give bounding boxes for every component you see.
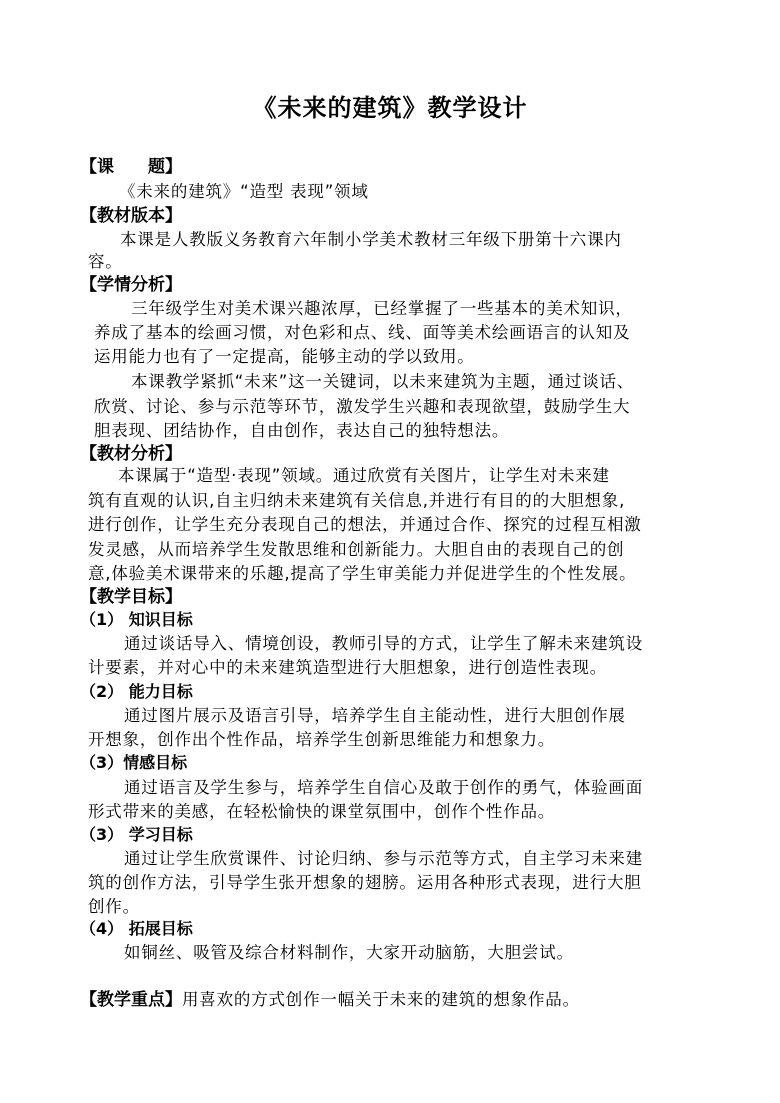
objective-ability-line-2: 开想象，创作出个性作品，培养学生创新思维能力和想象力。 [88,730,556,749]
edition-line-1: 本课是人教版义务教育六年制小学美术教材三年级下册第十六课内 [120,230,622,249]
objective-extension-label: （4） 拓展目标 [80,919,193,938]
material-analysis-line-1: 本课属于“造型·表现”领域。通过欣赏有关图片，让学生对未来建 [118,466,610,485]
key-point-text: 用喜欢的方式创作一幅关于未来的建筑的想象作品。 [182,990,580,1009]
topic-heading: 【课 题】 [80,157,182,177]
objective-extension-line-1: 如铜丝、吸管及综合材料制作，大家开动脑筋，大胆尝试。 [124,943,574,962]
material-analysis-line-3: 进行创作，让学生充分表现自己的想法，并通过合作、探究的过程互相激 [88,515,642,534]
material-analysis-heading: 【教材分析】 [80,444,182,464]
objective-emotion-line-1: 通过语言及学生参与，培养学生自信心及敢于创作的勇气，体验画面 [124,778,643,797]
objective-ability-line-1: 通过图片展示及语言引导，培养学生自主能动性，进行大胆创作展 [124,706,626,725]
objective-learning-line-1: 通过让学生欣赏课件、讨论归纳、参与示范等方式，自主学习未来建 [124,849,643,868]
learner-analysis-line-4: 本课教学紧抓“未来”这一关键词，以未来建筑为主题，通过谈话、 [131,372,635,391]
page-title: 《未来的建筑》教学设计 [252,94,528,122]
edition-heading: 【教材版本】 [80,206,182,226]
objective-learning-line-3: 创作。 [88,897,140,916]
objective-learning-line-2: 筑的创作方法，引导学生张开想象的翅膀。运用各种形式表现，进行大胆 [88,873,642,892]
learner-analysis-line-1: 三年级学生对美术课兴趣浓厚，已经掌握了一些基本的美术知识， [131,299,633,318]
objective-emotion-line-2: 形式带来的美感，在轻松愉快的课堂氛围中，创作个性作品。 [88,802,556,821]
objective-knowledge-line-1: 通过谈话导入、情境创设，教师引导的方式，让学生了解未来建筑设 [124,634,643,653]
edition-line-2: 容。 [88,252,123,271]
material-analysis-line-5: 意,体验美术课带来的乐趣,提高了学生审美能力并促进学生的个性发展。 [88,564,637,583]
objective-learning-label: （3） 学习目标 [80,825,193,844]
objective-knowledge-label: （1） 知识目标 [80,610,193,629]
objective-ability-label: （2） 能力目标 [80,682,193,701]
topic-text: 《未来的建筑》“造型 表现”领域 [119,182,369,201]
learner-analysis-line-5: 欣赏、讨论、参与示范等环节，激发学生兴趣和表现欲望，鼓励学生大 [94,397,631,416]
key-point-row [80,989,580,1011]
material-analysis-line-4: 发灵感，从而培养学生发散思维和创新能力。大胆自由的表现自己的创 [88,540,625,559]
learner-analysis-line-2: 养成了基本的绘画习惯，对色彩和点、线、面等美术绘画语言的认知及 [94,323,631,342]
objective-emotion-label: （3）情感目标 [80,753,188,772]
learner-analysis-line-6: 胆表现、团结协作，自由创作，表达自己的独特想法。 [94,421,510,440]
objective-knowledge-line-2: 计要素，并对心中的未来建筑造型进行大胆想象，进行创造性表现。 [88,658,607,677]
key-point-heading: 【教学重点】 [80,990,182,1010]
objectives-heading: 【教学目标】 [80,587,182,607]
material-analysis-line-2: 筑有直观的认识,自主归纳未来建筑有关信息,并进行有目的的大胆想象, [88,491,626,510]
learner-analysis-heading: 【学情分析】 [80,275,182,295]
learner-analysis-line-3: 运用能力也有了一定提高，能够主动的学以致用。 [94,347,475,366]
